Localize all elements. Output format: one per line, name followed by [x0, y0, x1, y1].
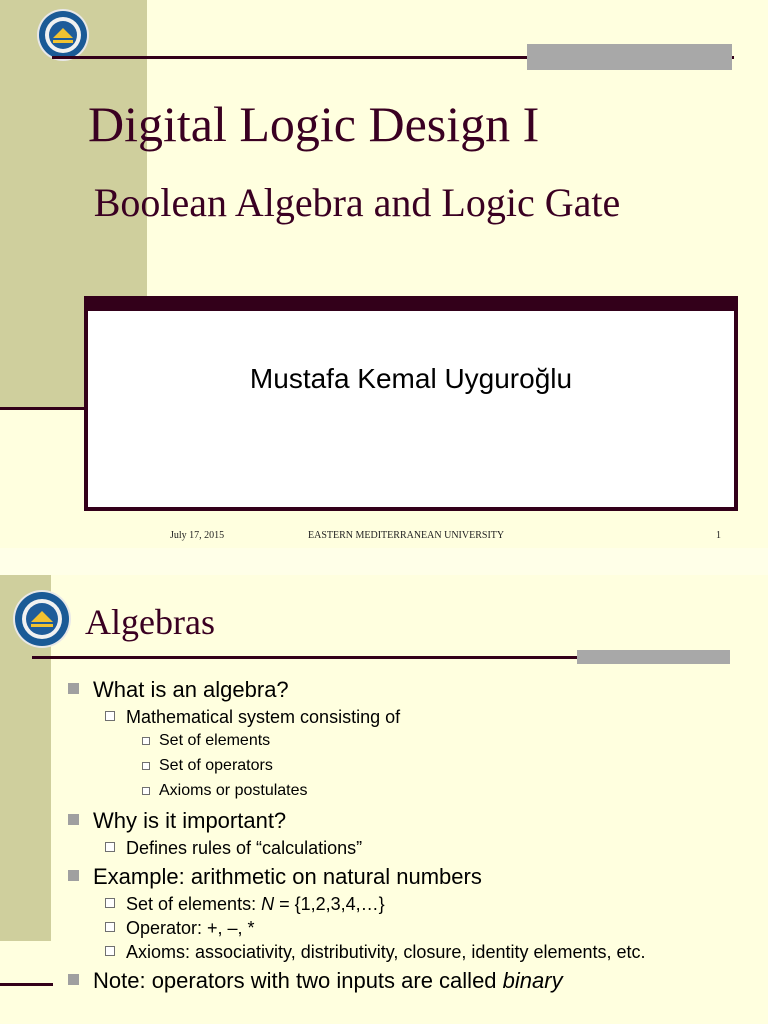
- title-accent-bar: [527, 44, 732, 70]
- footer-organization: EASTERN MEDITERRANEAN UNIVERSITY: [308, 530, 505, 541]
- example-elements-variable: N: [261, 894, 275, 914]
- example-elements-value: = {1,2,3,4,…}: [274, 894, 385, 914]
- bullet-example: Example: arithmetic on natural numbers: [68, 863, 728, 891]
- footer-date: July 17, 2015: [170, 530, 225, 541]
- bullet-set-of-operators: Set of operators: [68, 754, 728, 778]
- bullet-list: [68, 672, 728, 995]
- bullet-note-binary: [68, 967, 728, 995]
- bullet-defines-rules: Defines rules of “calculations”: [68, 837, 728, 859]
- bullet-example-operator: Operator: +, –, *: [68, 917, 728, 939]
- bullet-set-of-elements: Set of elements: [68, 729, 728, 753]
- bullet-why-important: Why is it important?: [68, 807, 728, 835]
- bullet-what-is-algebra: What is an algebra?: [68, 676, 728, 704]
- author-name: Mustafa Kemal Uyguroğlu: [249, 363, 573, 394]
- bullet-example-elements: [68, 893, 728, 915]
- bullet-axioms-postulates: Axioms or postulates: [68, 779, 728, 803]
- bullet-math-system: Mathematical system consisting of: [68, 706, 728, 728]
- example-elements-label: Set of elements:: [126, 894, 262, 914]
- title-accent-bar: [577, 650, 730, 664]
- slide-title: Algebras: [85, 602, 215, 642]
- band-rule: [0, 407, 84, 410]
- slide-gap: [0, 548, 768, 575]
- university-logo-icon: [15, 592, 69, 646]
- band-rule: [0, 983, 53, 986]
- author-box: [84, 296, 738, 511]
- presentation-subtitle: Boolean Algebra and Logic Gate: [93, 180, 621, 225]
- note-text: Note: operators with two inputs are called: [93, 968, 503, 993]
- university-logo-icon: [39, 11, 87, 59]
- footer-page-number: 1: [716, 530, 721, 541]
- note-italic-term: binary: [502, 968, 563, 993]
- bullet-example-axioms: Axioms: associativity, distributivity, closure, identity elements, etc.: [68, 941, 728, 963]
- presentation-title: Digital Logic Design I: [88, 96, 540, 152]
